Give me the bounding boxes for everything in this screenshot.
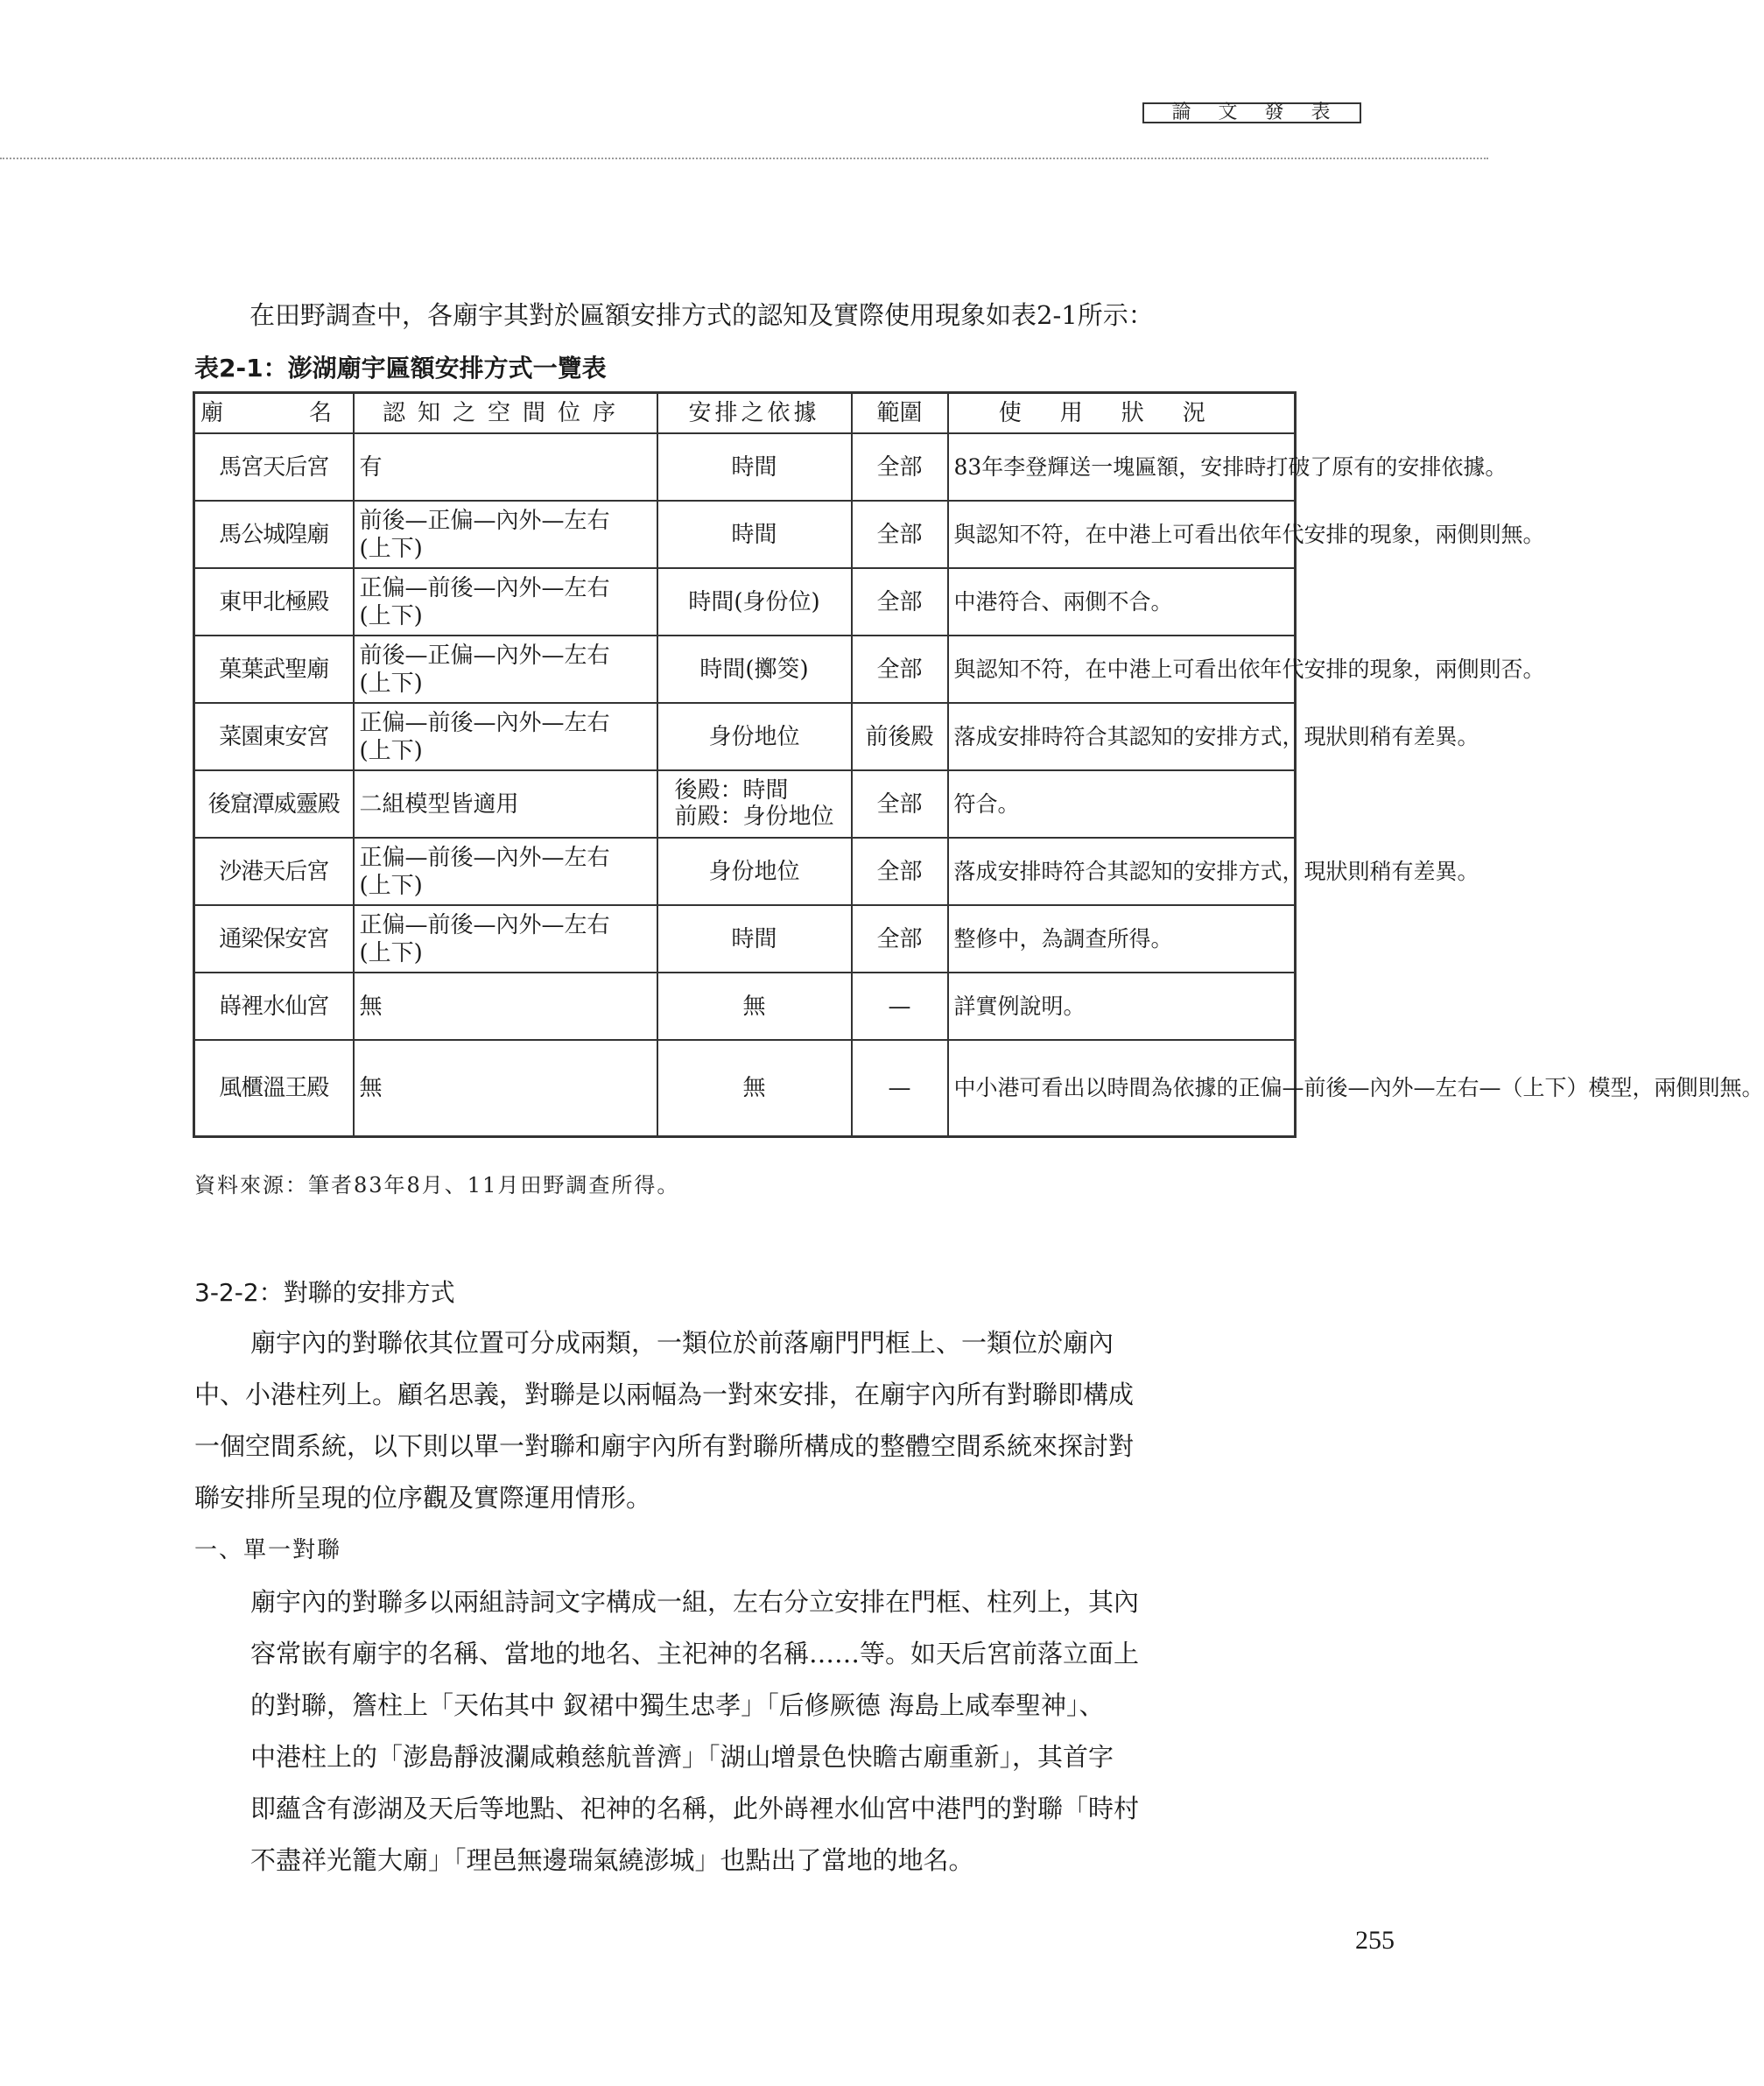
basis-line: 無: [742, 993, 766, 1020]
spatial-order-line: (上下): [359, 872, 423, 899]
temple-plaque-table: [193, 391, 1764, 1138]
paragraph-line: 不盡祥光籠大廟」「理邑無邊瑞氣繞澎城」也點出了當地的地名。: [250, 1845, 974, 1875]
basis-line: 時間: [731, 453, 777, 481]
cell-spatial-order: [354, 568, 657, 636]
basis-line: 身份地位: [708, 858, 800, 885]
cell-spatial-order: [354, 838, 657, 905]
spatial-order-line: (上下): [359, 670, 423, 697]
cell-temple-name: [194, 838, 354, 905]
cell-status: 中小港可看出以時間為依據的正偏—前後—內外—左右—（上下）模型，兩側則無。: [948, 1040, 1296, 1137]
paragraph-line: 中港柱上的「澎島靜波瀾咸賴慈航普濟」「湖山增景色快瞻古廟重新」，其首字: [250, 1742, 1114, 1772]
temple-name: 東甲北極殿: [219, 588, 329, 615]
spatial-order-line: 正偏—前後—內外—左右: [359, 574, 610, 601]
cell-temple-name: [194, 905, 354, 973]
cell-basis: [657, 433, 852, 501]
running-head: 論 文 發 表: [1142, 102, 1361, 123]
table-row: [194, 501, 1296, 568]
table-row: [194, 703, 1296, 770]
cell-temple-name: [194, 1040, 354, 1137]
basis-line: 時間(擲筊): [699, 656, 809, 683]
basis-text: [731, 522, 777, 548]
cell-basis: [657, 568, 852, 636]
spatial-order-line: 二組模型皆適用: [359, 790, 519, 818]
spatial-order-line: 無: [359, 993, 383, 1020]
basis-line: 時間(身份位): [688, 588, 820, 615]
spatial-order-line: 前後—正偏—內外—左右: [359, 507, 610, 534]
basis-text: [731, 454, 777, 481]
header-divider: [0, 158, 1488, 159]
temple-name: 菜園東安宮: [219, 723, 329, 750]
cell-temple-name: [194, 703, 354, 770]
cell-spatial-order: [354, 433, 657, 501]
basis-text: [674, 777, 833, 830]
basis-line: 身份地位: [708, 723, 800, 750]
cell-scope: 全部: [852, 433, 948, 501]
basis-text: [742, 994, 765, 1020]
column-header-temple-name: 廟 名: [194, 393, 354, 434]
basis-line: 後殿：時間: [674, 777, 789, 804]
spatial-order-line: 前後—正偏—內外—左右: [359, 642, 610, 669]
cell-basis: [657, 973, 852, 1040]
table-row: [194, 568, 1296, 636]
intro-paragraph: 在田野調查中，各廟宇其對於匾額安排方式的認知及實際使用現象如表2-1所示：: [249, 300, 1154, 330]
spatial-order-line: (上下): [359, 602, 423, 629]
table-row: [194, 838, 1296, 905]
cell-scope: —: [852, 973, 948, 1040]
table-row: [194, 636, 1296, 703]
basis-text: [731, 926, 777, 952]
cell-basis: [657, 770, 852, 838]
basis-line: 時間: [731, 925, 777, 952]
cell-spatial-order: [354, 770, 657, 838]
cell-scope: 全部: [852, 501, 948, 568]
paragraph-line: 一個空間系統，以下則以單一對聯和廟宇內所有對聯所構成的整體空間系統來探討對: [194, 1431, 1135, 1461]
section-paragraph-2: [250, 1584, 1296, 1894]
cell-temple-name: [194, 770, 354, 838]
cell-scope: 全部: [852, 838, 948, 905]
cell-scope: 全部: [852, 636, 948, 703]
paragraph-line: 即蘊含有澎湖及天后等地點、祀神的名稱，此外嵵裡水仙宮中港門的對聯「時村: [250, 1794, 1140, 1823]
cell-status: 與認知不符，在中港上可看出依年代安排的現象，兩側則否。: [948, 636, 1296, 703]
cell-status: 整修中，為調查所得。: [948, 905, 1296, 973]
spatial-order-line: 有: [359, 453, 383, 481]
table-row: [194, 433, 1296, 501]
cell-basis: [657, 501, 852, 568]
basis-text: [708, 859, 799, 885]
cell-status: 符合。: [948, 770, 1296, 838]
page-number: 255: [1355, 1926, 1395, 1955]
table-header-row: [194, 393, 1296, 434]
temple-name: 菓葉武聖廟: [219, 656, 329, 683]
spatial-order-line: 無: [359, 1075, 383, 1101]
cell-temple-name: [194, 433, 354, 501]
table-row: [194, 770, 1296, 838]
cell-status: 詳實例說明。: [948, 973, 1296, 1040]
temple-name: 沙港天后宮: [219, 858, 329, 885]
basis-text: [699, 657, 808, 683]
table-row: [194, 1040, 1296, 1137]
temple-name: 通梁保安宮: [219, 925, 329, 952]
cell-scope: 全部: [852, 568, 948, 636]
basis-line: 時間: [731, 521, 777, 548]
cell-basis: [657, 905, 852, 973]
paragraph-line: 廟宇內的對聯多以兩組詩詞文字構成一組，左右分立安排在門框、柱列上，其內: [250, 1587, 1140, 1617]
cell-spatial-order: [354, 973, 657, 1040]
spatial-order-line: (上下): [359, 737, 423, 764]
cell-status: 與認知不符，在中港上可看出依年代安排的現象，兩側則無。: [948, 501, 1296, 568]
cell-temple-name: [194, 636, 354, 703]
column-header-scope: 範圍: [852, 393, 948, 434]
paragraph-line: 中、小港柱列上。顧名思義，對聯是以兩幅為一對來安排，在廟宇內所有對聯即構成: [194, 1380, 1135, 1409]
cell-status: 落成安排時符合其認知的安排方式，現狀則稍有差異。: [948, 838, 1296, 905]
table-row: [194, 905, 1296, 973]
cell-status: 83年李登輝送一塊匾額，安排時打破了原有的安排依據。: [948, 433, 1296, 501]
spatial-order-line: 正偏—前後—內外—左右: [359, 844, 610, 871]
section-heading: 3-2-2：對聯的安排方式: [194, 1278, 455, 1307]
sub-heading: 一、單一對聯: [194, 1537, 342, 1563]
basis-text: [688, 589, 819, 615]
cell-status: 中港符合、兩側不合。: [948, 568, 1296, 636]
cell-status: 落成安排時符合其認知的安排方式，現狀則稍有差異。: [948, 703, 1296, 770]
cell-temple-name: [194, 973, 354, 1040]
cell-temple-name: [194, 501, 354, 568]
cell-spatial-order: [354, 636, 657, 703]
cell-spatial-order: [354, 1040, 657, 1137]
section-paragraph-1: [194, 1325, 1296, 1532]
cell-scope: 全部: [852, 770, 948, 838]
cell-basis: [657, 838, 852, 905]
cell-spatial-order: [354, 501, 657, 568]
basis-text: [708, 724, 799, 750]
spatial-order-line: 正偏—前後—內外—左右: [359, 709, 610, 736]
column-header-basis: 安排之依據: [657, 393, 852, 434]
spatial-order-line: (上下): [359, 535, 423, 562]
cell-scope: 全部: [852, 905, 948, 973]
temple-name: 馬公城隍廟: [219, 521, 329, 548]
paragraph-line: 的對聯，簷柱上「天佑其中 釵裙中獨生忠孝」「后修厥德 海島上咸奉聖神」、: [250, 1690, 1105, 1720]
cell-basis: [657, 703, 852, 770]
column-header-status: 使用狀況: [948, 393, 1296, 434]
paragraph-line: 聯安排所呈現的位序觀及實際運用情形。: [194, 1483, 652, 1513]
column-header-spatial-order: 認知之空間位序: [354, 393, 657, 434]
temple-name: 風櫃溫王殿: [219, 1075, 329, 1101]
paragraph-line: 容常嵌有廟宇的名稱、當地的地名、主祀神的名稱……等。如天后宮前落立面上: [250, 1639, 1140, 1668]
spatial-order-line: (上下): [359, 939, 423, 966]
temple-name: 馬宮天后宮: [219, 453, 329, 481]
table-source-note: 資料來源：筆者83年8月、11月田野調查所得。: [194, 1173, 680, 1198]
spatial-order-line: 正偏—前後—內外—左右: [359, 911, 610, 938]
basis-text: [742, 1075, 765, 1101]
cell-scope: 前後殿: [852, 703, 948, 770]
basis-line: 無: [742, 1075, 766, 1101]
cell-spatial-order: [354, 905, 657, 973]
table-caption: 表2-1：澎湖廟宇匾額安排方式一覽表: [194, 354, 607, 383]
temple-name: 後窟潭威靈殿: [207, 790, 340, 818]
cell-spatial-order: [354, 703, 657, 770]
table-row: [194, 973, 1296, 1040]
paragraph-line: 廟宇內的對聯依其位置可分成兩類，一類位於前落廟門門框上、一類位於廟內: [250, 1328, 1114, 1358]
cell-temple-name: [194, 568, 354, 636]
cell-scope: —: [852, 1040, 948, 1137]
cell-basis: [657, 636, 852, 703]
cell-basis: [657, 1040, 852, 1137]
temple-name: 嵵裡水仙宮: [219, 993, 329, 1020]
basis-line: 前殿：身份地位: [674, 804, 834, 830]
